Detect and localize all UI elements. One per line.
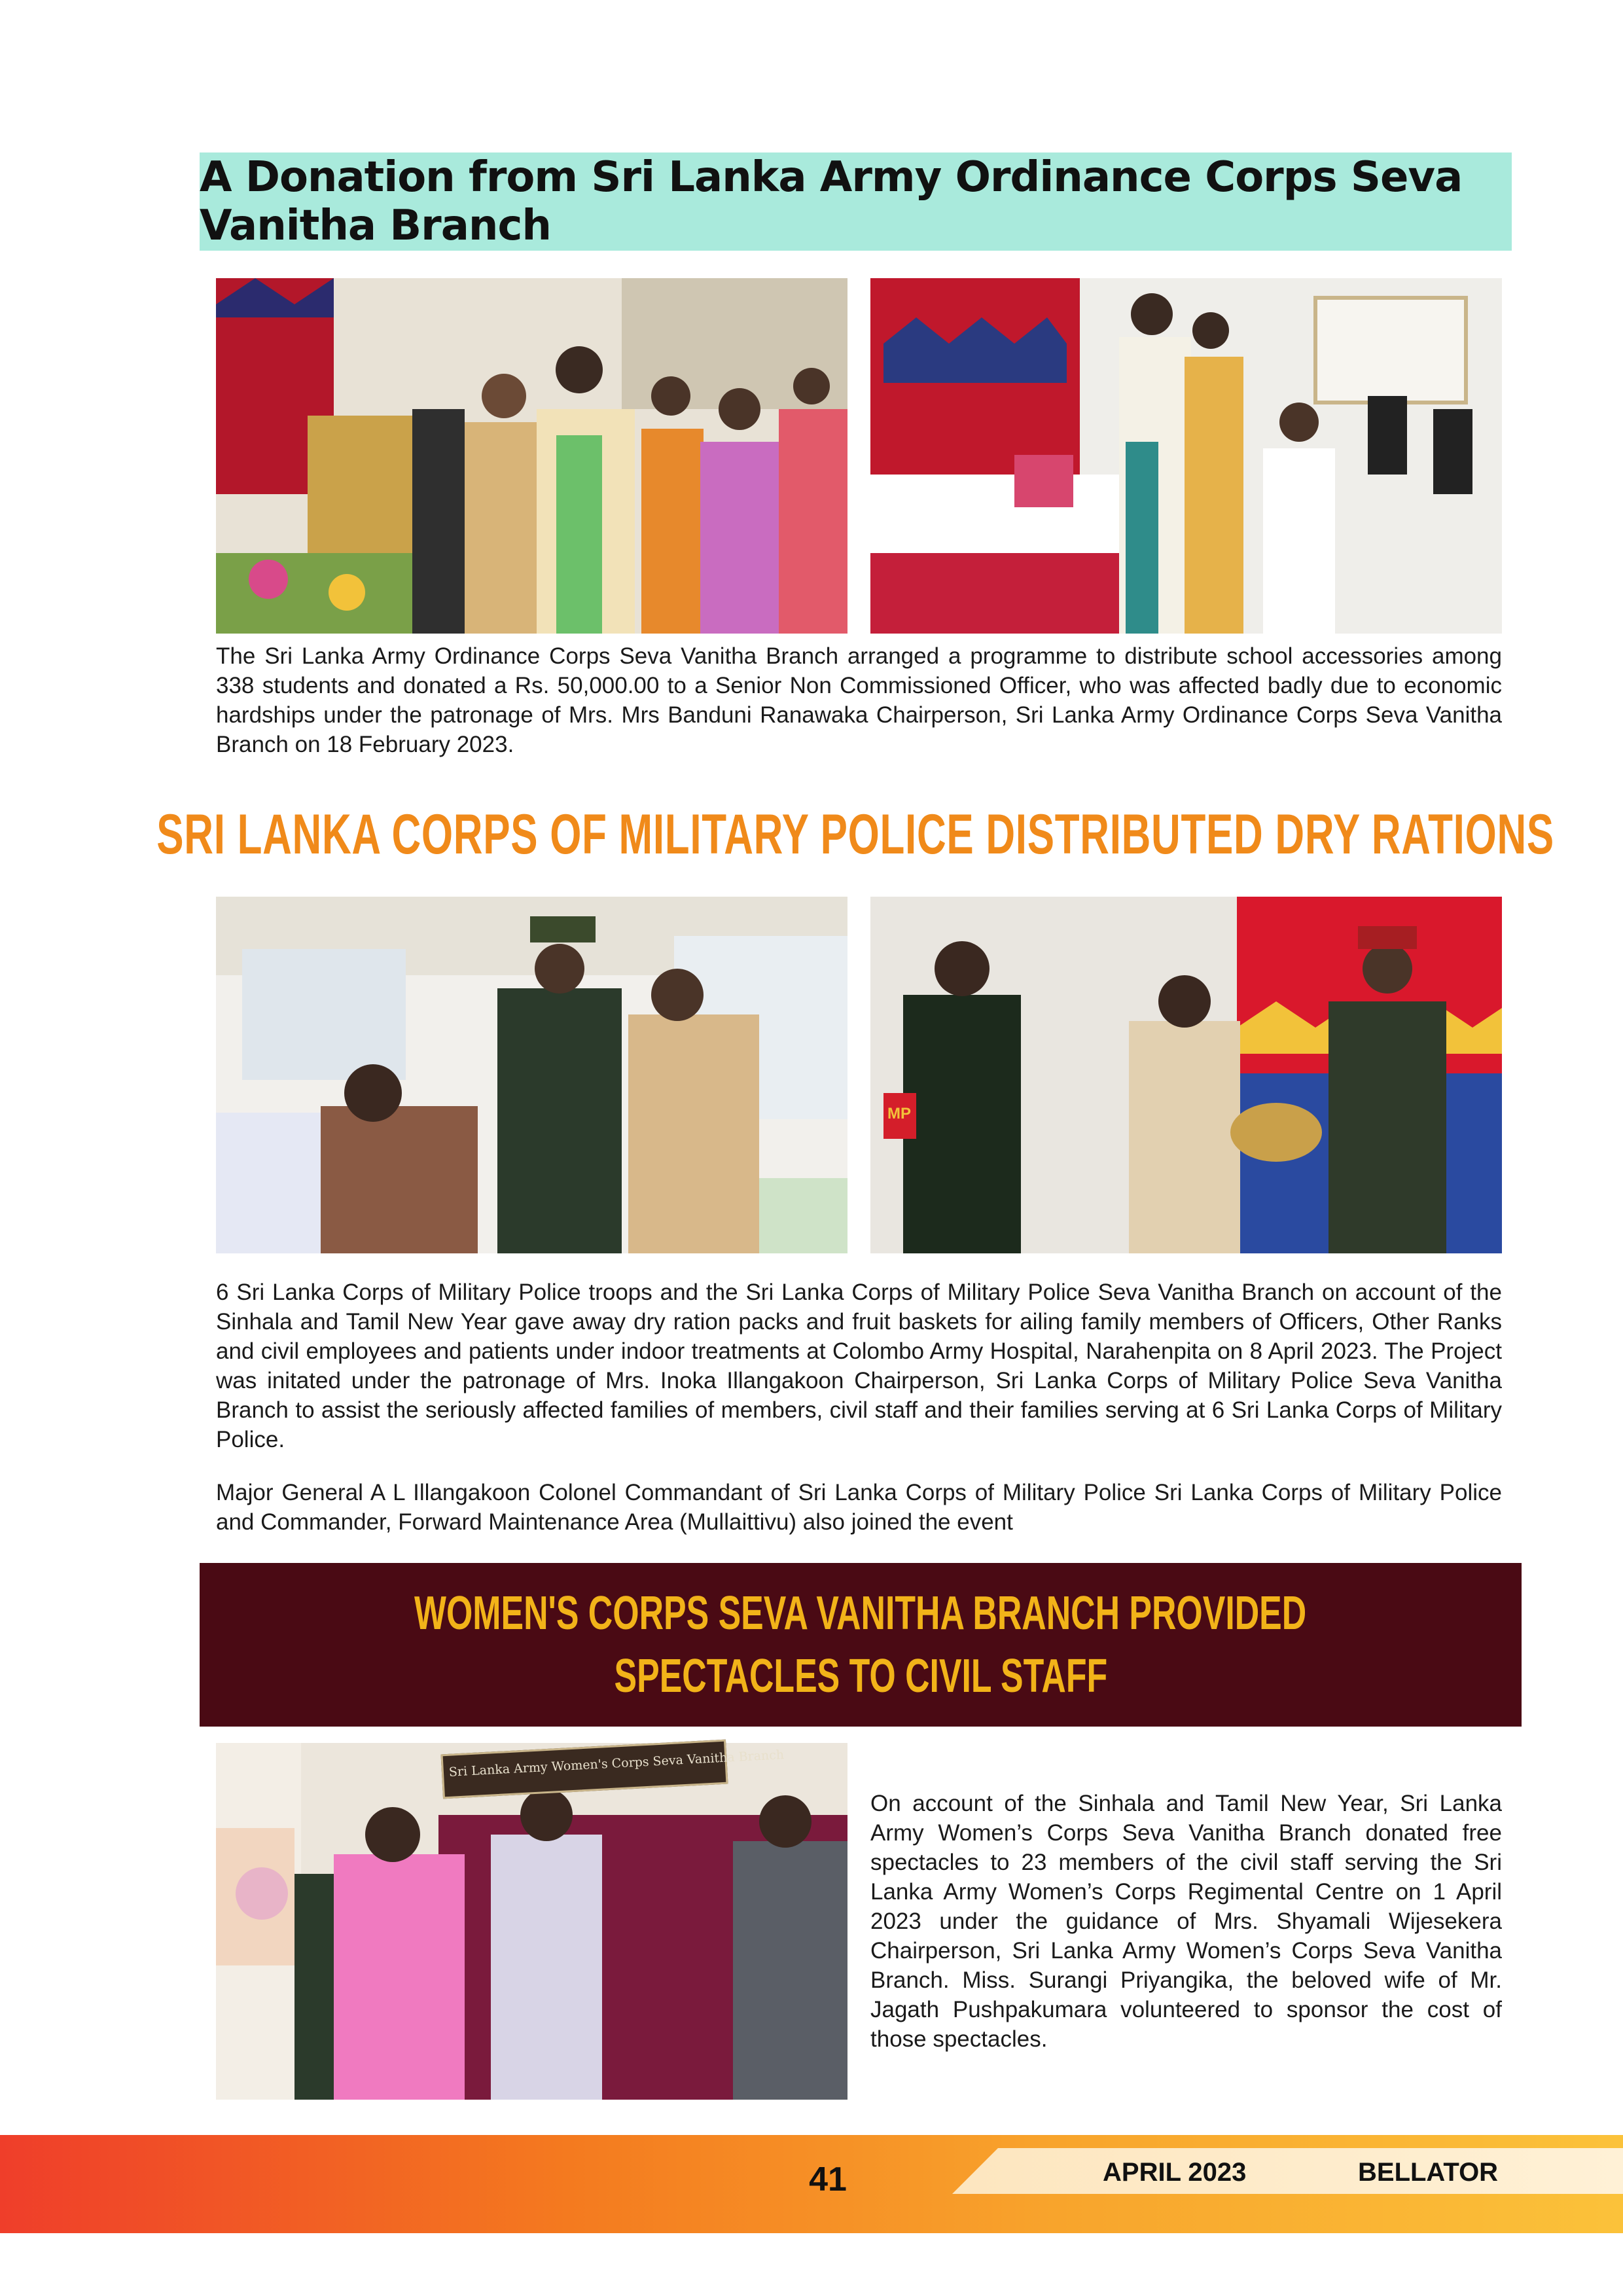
- section3-body: On account of the Sinhala and Tamil New Year, Sri Lanka Army Women’s Corps Seva Vanitha Branch donated free spectacles to 23 members of the civil staff serving the Sri Lanka Army Women’s Corps Regimental Centre on 1 April 2023 under the guidance of Mrs. Shyamali Wijesekera Chairperson, Sri Lanka Army Women’s Corps Seva Vanitha Branch. Miss. Surangi Priyangika, the beloved wife of Mr. Jagath Pushpakumara volunteered to sponsor the cost of those spectacles.: [870, 1791, 1502, 2052]
- section2-body-paragraph-2: Major General A L Illangakoon Colonel Commandant of Sri Lanka Corps of Military Police Sri Lanka Corps of Military Police and Commander, Forward Maintenance Area (Mullaittivu) also joined the event: [216, 1480, 1502, 1535]
- footer-magazine-name: BELLATOR: [1358, 2158, 1499, 2187]
- section2-heading: SRI LANKA CORPS OF MILITARY POLICE DISTRIBUTED DRY RATIONS: [156, 802, 1555, 866]
- section1-heading: A Donation from Sri Lanka Army Ordinance Corps Seva Vanitha Branch: [200, 153, 1463, 250]
- section2-heading-wrap: [156, 798, 1555, 870]
- photo-banner-text: Sri Lanka Army Women's Corps Seva Vanitha Branch: [448, 1748, 785, 1780]
- section1-body: The Sri Lanka Army Ordinance Corps Seva Vanitha Branch arranged a programme to distribute school accessories among 338 students and donated a Rs. 50,000.00 to a Senior Non Commissioned Officer, who was affected badly due to economic hardships under the patronage of Mrs. Mrs Banduni Ranawaka Chairperson, Sri Lanka Army Ordinance Corps Seva Vanitha Branch on 18 February 2023.: [216, 643, 1502, 757]
- photo-hospital-visit: [216, 897, 847, 1253]
- page-number: 41: [809, 2161, 847, 2198]
- section2-body-paragraph-1: 6 Sri Lanka Corps of Military Police troops and the Sri Lanka Corps of Military Police Seva Vanitha Branch on account of the Sinhala and Tamil New Year gave away dry ration packs and fruit baskets for ailing family members of Officers, Other Ranks and civil employees and patients under indoor treatments at Colombo Army Hospital, Narahenpita on 8 April 2023. The Project was initated under the patronage of Mrs. Inoka Illangakoon Chairperson, Sri Lanka Corps of Military Police Seva Vanitha Branch to assist the seriously affected families of members, civil staff and their families serving at 6 Sri Lanka Corps of Military Police.: [216, 1280, 1502, 1452]
- footer-tab: [952, 2148, 1623, 2194]
- photo-ordinance-student: [870, 278, 1502, 634]
- photo-spectacles-donation: [216, 1743, 847, 2100]
- mp-armband-label: MP: [887, 1105, 911, 1122]
- section1-heading-banner: [200, 152, 1512, 251]
- section3-heading-line2: SPECTACLES TO CIVIL STAFF: [614, 1650, 1107, 1702]
- photo-fruit-basket-handover: [870, 897, 1502, 1253]
- section3-heading-banner: [200, 1563, 1522, 1727]
- photo-ordinance-ceremony: [216, 278, 847, 634]
- footer-issue-date: APRIL 2023: [1103, 2158, 1247, 2187]
- section3-heading-line1: WOMEN'S CORPS SEVA VANITHA BRANCH PROVIDED: [414, 1587, 1307, 1640]
